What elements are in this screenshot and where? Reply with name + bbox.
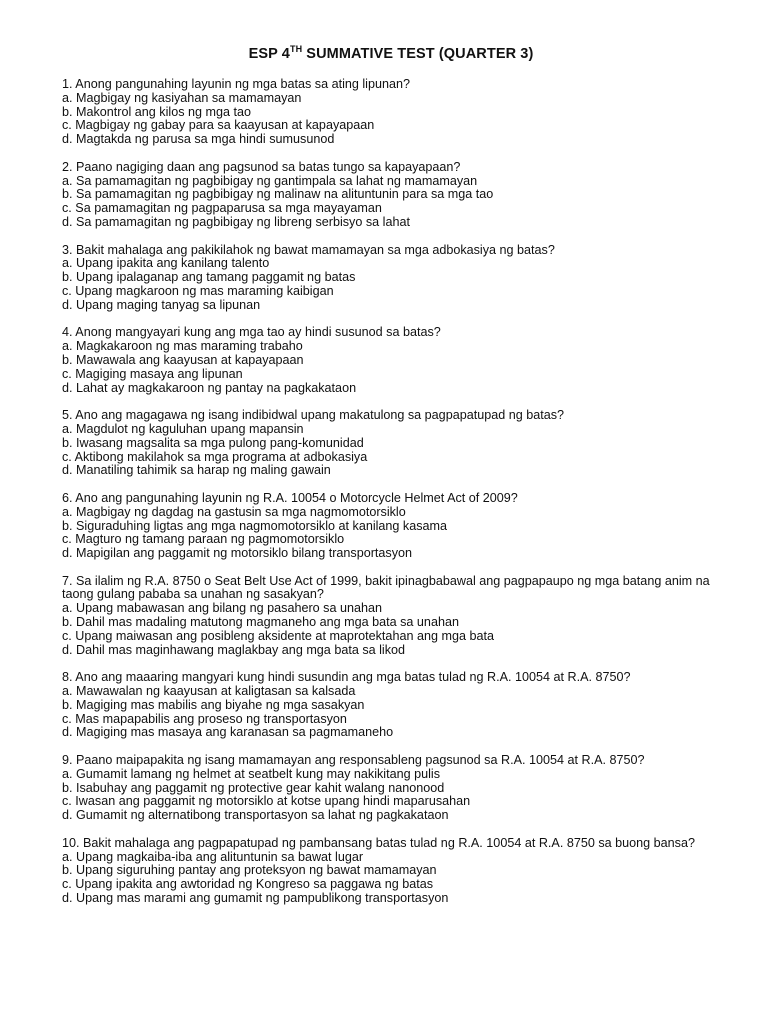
choice-d: d. Upang maging tanyag sa lipunan <box>62 297 261 312</box>
choice-a: a. Sa pamamagitan ng pagbibigay ng gantimpala sa lahat ng mamamayan <box>62 173 478 188</box>
choice-c: c. Sa pamamagitan ng pagpaparusa sa mga mayayaman <box>62 201 382 216</box>
choice-c: c. Magturo ng tamang paraan ng pagmomotorsiklo <box>62 532 345 547</box>
page-title <box>62 44 720 64</box>
question-4 <box>62 326 720 395</box>
choice-a: a. Magbigay ng dagdag na gastusin sa mga nagmomotorsiklo <box>62 504 406 519</box>
question-9 <box>62 754 720 823</box>
choice-d: d. Sa pamamagitan ng pagbibigay ng libreng serbisyo sa lahat <box>62 214 410 229</box>
choice-d: d. Lahat ay magkakaroon ng pantay na pagkakataon <box>62 380 357 395</box>
question-text: 7. Sa ilalim ng R.A. 8750 o Seat Belt Use Act of 1999, bakit ipinagbabawal ang pagpapaupo ng mga batang anim na taong gulang pababa sa unahan ng sasakyan? <box>62 573 710 602</box>
question-7 <box>62 575 720 658</box>
question-text: 8. Ano ang maaaring mangyari kung hindi susundin ang mga batas tulad ng R.A. 10054 at R.A. 8750? <box>62 670 631 685</box>
choice-b: b. Mawawala ang kaayusan at kapayapaan <box>62 352 304 367</box>
question-text: 10. Bakit mahalaga ang pagpapatupad ng pambansang batas tulad ng R.A. 10054 at R.A. 8750 sa buong bansa? <box>62 835 695 850</box>
question-2 <box>62 161 720 230</box>
choice-c: c. Mas mapapabilis ang proseso ng transportasyon <box>62 711 347 726</box>
choice-b: b. Upang ipalaganap ang tamang paggamit ng batas <box>62 270 356 285</box>
question-3 <box>62 244 720 313</box>
question-text: 5. Ano ang magagawa ng isang indibidwal upang makatulong sa pagpapatupad ng batas? <box>62 408 565 423</box>
choice-b: b. Siguraduhing ligtas ang mga nagmomotorsiklo at kanilang kasama <box>62 518 448 533</box>
question-6 <box>62 492 720 561</box>
choice-a: a. Mawawalan ng kaayusan at kaligtasan sa kalsada <box>62 684 356 699</box>
choice-d: d. Dahil mas maginhawang maglakbay ang mga bata sa likod <box>62 642 406 657</box>
question-text: 1. Anong pangunahing layunin ng mga batas sa ating lipunan? <box>62 77 411 91</box>
question-text: 3. Bakit mahalaga ang pakikilahok ng bawat mamamayan sa mga adbokasiya ng batas? <box>62 242 555 257</box>
choice-d: d. Gumamit ng alternatibong transportasyon sa lahat ng pagkakataon <box>62 808 449 823</box>
choice-a: a. Magbigay ng kasiyahan sa mamamayan <box>62 90 302 105</box>
choice-a: a. Gumamit lamang ng helmet at seatbelt kung may nakikitang pulis <box>62 766 441 781</box>
title-superscript: TH <box>289 44 303 55</box>
question-text: 9. Paano maipapakita ng isang mamamayan ang responsableng pagsunod sa R.A. 10054 at R.A. 8750? <box>62 753 645 768</box>
question-text: 6. Ano ang pangunahing layunin ng R.A. 10054 o Motorcycle Helmet Act of 2009? <box>62 490 518 505</box>
choice-b: b. Magiging mas mabilis ang biyahe ng mga sasakyan <box>62 697 365 712</box>
choice-d: d. Manatiling tahimik sa harap ng maling gawain <box>62 463 331 478</box>
choice-c: c. Magbigay ng gabay para sa kaayusan at kapayapaan <box>62 118 375 133</box>
choice-b: b. Upang siguruhing pantay ang proteksyon ng bawat mamamayan <box>62 863 437 878</box>
choice-b: b. Makontrol ang kilos ng mga tao <box>62 104 252 119</box>
choice-d: d. Upang mas marami ang gumamit ng pampublikong transportasyon <box>62 891 449 906</box>
choice-b: b. Sa pamamagitan ng pagbibigay ng malinaw na alituntunin para sa mga tao <box>62 187 494 202</box>
choice-d: d. Mapigilan ang paggamit ng motorsiklo bilang transportasyon <box>62 546 413 561</box>
question-10 <box>62 837 720 906</box>
choice-c: c. Magiging masaya ang lipunan <box>62 366 243 381</box>
choice-c: c. Iwasan ang paggamit ng motorsiklo at kotse upang hindi maparusahan <box>62 794 471 809</box>
choice-a: a. Magkakaroon ng mas maraming trabaho <box>62 339 303 354</box>
title-prefix: ESP 4 <box>248 46 290 62</box>
choice-a: a. Upang magkaiba-iba ang alituntunin sa bawat lugar <box>62 849 364 864</box>
question-5 <box>62 409 720 478</box>
choice-a: a. Magdulot ng kaguluhan upang mapansin <box>62 421 304 436</box>
title-suffix: SUMMATIVE TEST (QUARTER 3) <box>302 46 534 62</box>
choice-b: b. Isabuhay ang paggamit ng protective gear kahit walang nanonood <box>62 780 445 795</box>
choice-b: b. Iwasang magsalita sa mga pulong pang-komunidad <box>62 435 364 450</box>
choice-a: a. Upang ipakita ang kanilang talento <box>62 256 270 271</box>
question-8 <box>62 671 720 740</box>
choice-b: b. Dahil mas madaling matutong magmaneho ang mga bata sa unahan <box>62 615 459 630</box>
choice-d: d. Magiging mas masaya ang karanasan sa pagmamaneho <box>62 725 394 740</box>
choice-c: c. Upang maiwasan ang posibleng aksidente at maprotektahan ang mga bata <box>62 628 494 643</box>
choice-a: a. Upang mabawasan ang bilang ng pasahero sa unahan <box>62 601 382 616</box>
choice-c: c. Upang magkaroon ng mas maraming kaibigan <box>62 283 334 298</box>
choice-c: c. Aktibong makilahok sa mga programa at adbokasiya <box>62 449 368 464</box>
question-text: 4. Anong mangyayari kung ang mga tao ay hindi susunod sa batas? <box>62 325 441 340</box>
question-1 <box>62 78 720 147</box>
choice-c: c. Upang ipakita ang awtoridad ng Kongreso sa paggawa ng batas <box>62 877 434 892</box>
question-text: 2. Paano nagiging daan ang pagsunod sa batas tungo sa kapayapaan? <box>62 159 461 174</box>
choice-d: d. Magtakda ng parusa sa mga hindi sumusunod <box>62 132 335 147</box>
